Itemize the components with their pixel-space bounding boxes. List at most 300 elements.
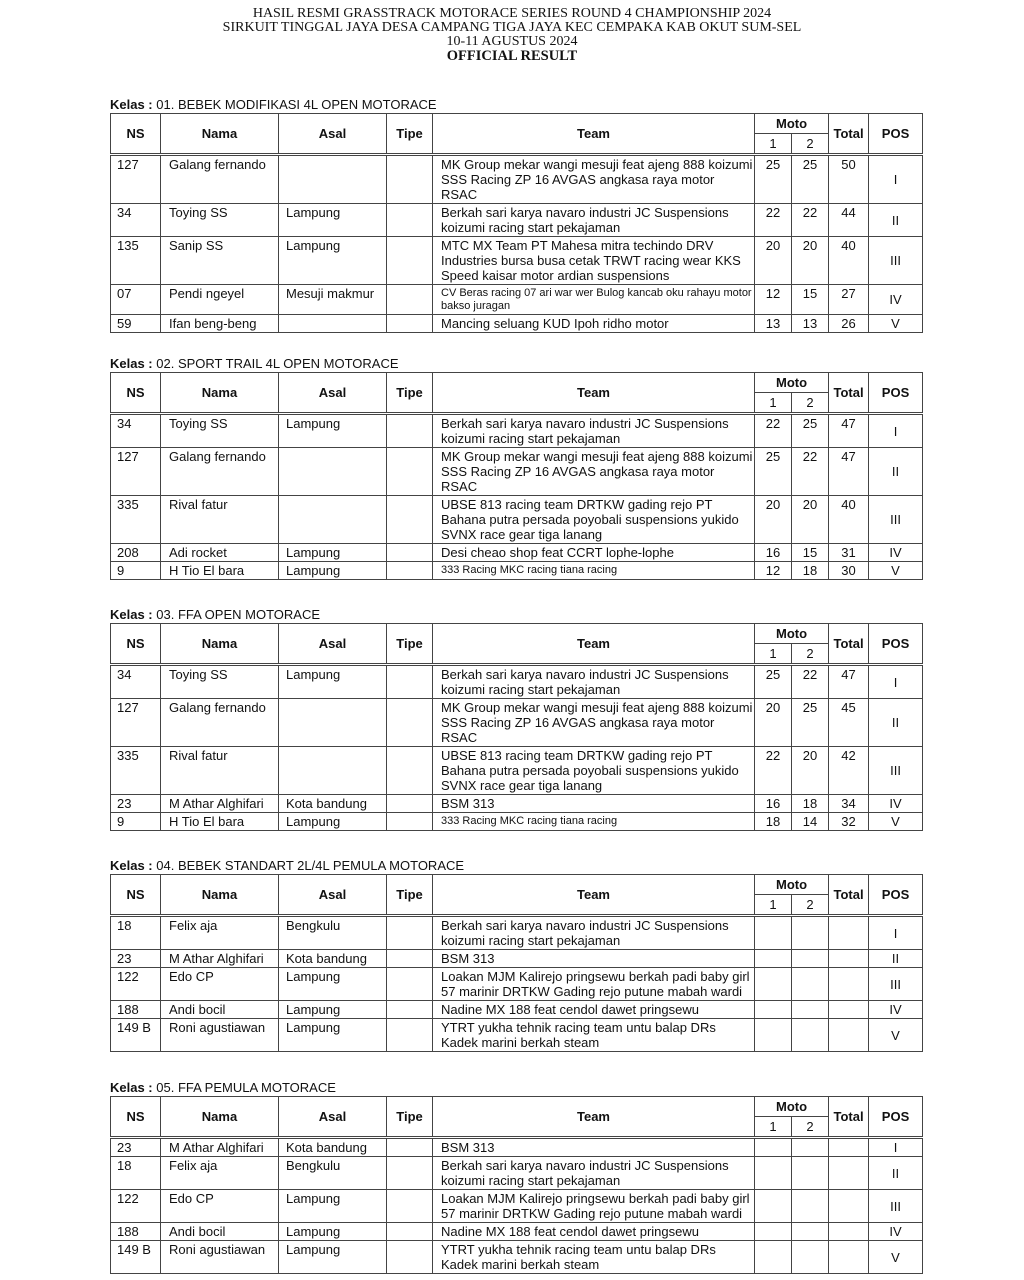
cell-tipe xyxy=(387,699,433,747)
header-ns: NS xyxy=(111,114,161,155)
cell-moto-1: 25 xyxy=(755,448,792,496)
cell-team: Berkah sari karya navaro industri JC Suspensions koizumi racing start pekajaman xyxy=(433,665,755,699)
class-label: Kelas : xyxy=(110,607,153,622)
cell-moto-1: 18 xyxy=(755,813,792,831)
header-nama: Nama xyxy=(161,624,279,665)
class-name: 04. BEBEK STANDART 2L/4L PEMULA MOTORACE xyxy=(156,858,465,873)
cell-nama: Edo CP xyxy=(161,968,279,1001)
circuit-location: SIRKUIT TINGGAL JAYA DESA CAMPANG TIGA JAYA KEC CEMPAKA KAB OKUT SUM-SEL xyxy=(222,20,802,35)
cell-total: 47 xyxy=(829,448,869,496)
class-heading xyxy=(110,97,922,113)
event-date: 10-11 AGUSTUS 2024 xyxy=(446,34,578,49)
cell-ns: 335 xyxy=(111,496,161,544)
cell-nama: Adi rocket xyxy=(161,544,279,562)
header-moto-2: 2 xyxy=(792,393,829,414)
header-tipe: Tipe xyxy=(387,1097,433,1138)
cell-moto-1: 20 xyxy=(755,496,792,544)
cell-asal: Lampung xyxy=(279,414,387,448)
cell-nama: Galang fernando xyxy=(161,699,279,747)
cell-ns: 07 xyxy=(111,285,161,315)
table-row xyxy=(111,562,923,580)
cell-tipe xyxy=(387,665,433,699)
table-row xyxy=(111,496,923,544)
header-moto-1: 1 xyxy=(755,393,792,414)
cell-total: 32 xyxy=(829,813,869,831)
cell-moto-2: 18 xyxy=(792,562,829,580)
table-row xyxy=(111,916,923,950)
cell-asal: Lampung xyxy=(279,1001,387,1019)
header-total: Total xyxy=(829,373,869,414)
header-ns: NS xyxy=(111,624,161,665)
header-pos: POS xyxy=(869,624,923,665)
cell-team: YTRT yukha tehnik racing team untu balap DRs Kadek marini berkah steam xyxy=(433,1241,755,1274)
cell-total: 47 xyxy=(829,414,869,448)
cell-moto-2: 20 xyxy=(792,747,829,795)
cell-total: 30 xyxy=(829,562,869,580)
cell-team: Nadine MX 188 feat cendol dawet pringsewu xyxy=(433,1223,755,1241)
cell-total xyxy=(829,1019,869,1052)
cell-ns: 34 xyxy=(111,414,161,448)
cell-moto-1 xyxy=(755,1157,792,1190)
cell-ns: 127 xyxy=(111,448,161,496)
cell-moto-2: 15 xyxy=(792,285,829,315)
cell-asal: Lampung xyxy=(279,1019,387,1052)
cell-nama: Rival fatur xyxy=(161,496,279,544)
cell-tipe xyxy=(387,562,433,580)
cell-total: 40 xyxy=(829,237,869,285)
header-nama: Nama xyxy=(161,1097,279,1138)
cell-ns: 149 B xyxy=(111,1241,161,1274)
cell-total xyxy=(829,916,869,950)
cell-moto-1: 22 xyxy=(755,204,792,237)
cell-moto-1 xyxy=(755,916,792,950)
header-moto-2: 2 xyxy=(792,134,829,155)
class-section xyxy=(110,1080,922,1274)
header-tipe: Tipe xyxy=(387,875,433,916)
cell-team: Berkah sari karya navaro industri JC Suspensions koizumi racing start pekajaman xyxy=(433,1157,755,1190)
cell-moto-1 xyxy=(755,950,792,968)
cell-ns: 23 xyxy=(111,950,161,968)
class-heading xyxy=(110,356,922,372)
cell-team: Desi cheao shop feat CCRT lophe-lophe xyxy=(433,544,755,562)
class-heading xyxy=(110,607,922,623)
cell-moto-1: 12 xyxy=(755,562,792,580)
table-row xyxy=(111,950,923,968)
cell-pos: IV xyxy=(869,285,923,315)
cell-ns: 335 xyxy=(111,747,161,795)
class-name: 05. FFA PEMULA MOTORACE xyxy=(156,1080,336,1095)
header-asal: Asal xyxy=(279,1097,387,1138)
cell-total xyxy=(829,1223,869,1241)
cell-moto-1: 25 xyxy=(755,665,792,699)
cell-asal: Lampung xyxy=(279,562,387,580)
cell-moto-2 xyxy=(792,1241,829,1274)
cell-tipe xyxy=(387,448,433,496)
cell-tipe xyxy=(387,414,433,448)
cell-team: Mancing seluang KUD Ipoh ridho motor xyxy=(433,315,755,333)
cell-moto-1: 12 xyxy=(755,285,792,315)
cell-moto-2: 22 xyxy=(792,204,829,237)
results-table xyxy=(110,372,923,580)
cell-total xyxy=(829,1138,869,1157)
cell-moto-2 xyxy=(792,1157,829,1190)
cell-nama: Felix aja xyxy=(161,916,279,950)
cell-ns: 122 xyxy=(111,1190,161,1223)
cell-asal: Lampung xyxy=(279,968,387,1001)
cell-team: MK Group mekar wangi mesuji feat ajeng 888 koizumi SSS Racing ZP 16 AVGAS angkasa raya motor RSAC xyxy=(433,155,755,204)
header-asal: Asal xyxy=(279,114,387,155)
cell-total: 26 xyxy=(829,315,869,333)
cell-pos: V xyxy=(869,315,923,333)
cell-moto-1: 13 xyxy=(755,315,792,333)
cell-moto-1 xyxy=(755,1019,792,1052)
cell-asal: Lampung xyxy=(279,1241,387,1274)
cell-pos: III xyxy=(869,747,923,795)
header-team: Team xyxy=(433,875,755,916)
cell-pos: II xyxy=(869,1157,923,1190)
cell-moto-2: 25 xyxy=(792,699,829,747)
header-moto-1: 1 xyxy=(755,1117,792,1138)
cell-team: UBSE 813 racing team DRTKW gading rejo PT Bahana putra persada poyobali suspensions yukido SVNX race gear tiga lanang xyxy=(433,496,755,544)
table-row xyxy=(111,1019,923,1052)
cell-team: Loakan MJM Kalirejo pringsewu berkah padi baby girl 57 marinir DRTKW Gading rejo putune mabah wardi xyxy=(433,1190,755,1223)
cell-total xyxy=(829,1001,869,1019)
cell-pos: I xyxy=(869,916,923,950)
header-nama: Nama xyxy=(161,373,279,414)
cell-moto-2: 20 xyxy=(792,496,829,544)
cell-total: 44 xyxy=(829,204,869,237)
cell-team: Loakan MJM Kalirejo pringsewu berkah padi baby girl 57 marinir DRTKW Gading rejo putune mabah wardi xyxy=(433,968,755,1001)
cell-asal xyxy=(279,155,387,204)
cell-moto-2: 22 xyxy=(792,448,829,496)
cell-moto-2: 25 xyxy=(792,155,829,204)
header-moto: Moto xyxy=(755,373,829,393)
cell-nama: Sanip SS xyxy=(161,237,279,285)
cell-ns: 127 xyxy=(111,155,161,204)
cell-tipe xyxy=(387,1001,433,1019)
cell-total: 31 xyxy=(829,544,869,562)
header-moto: Moto xyxy=(755,1097,829,1117)
cell-team: BSM 313 xyxy=(433,1138,755,1157)
cell-tipe xyxy=(387,237,433,285)
header-asal: Asal xyxy=(279,624,387,665)
header-tipe: Tipe xyxy=(387,624,433,665)
cell-tipe xyxy=(387,204,433,237)
cell-team: YTRT yukha tehnik racing team untu balap DRs Kadek marini berkah steam xyxy=(433,1019,755,1052)
cell-total: 45 xyxy=(829,699,869,747)
header-nama: Nama xyxy=(161,875,279,916)
cell-pos: I xyxy=(869,414,923,448)
cell-moto-2 xyxy=(792,916,829,950)
cell-asal xyxy=(279,699,387,747)
cell-nama: Galang fernando xyxy=(161,448,279,496)
header-tipe: Tipe xyxy=(387,373,433,414)
cell-nama: M Athar Alghifari xyxy=(161,795,279,813)
cell-pos: III xyxy=(869,237,923,285)
cell-ns: 23 xyxy=(111,795,161,813)
cell-asal xyxy=(279,747,387,795)
header-pos: POS xyxy=(869,114,923,155)
cell-moto-1 xyxy=(755,1223,792,1241)
cell-tipe xyxy=(387,1241,433,1274)
cell-pos: I xyxy=(869,665,923,699)
cell-ns: 34 xyxy=(111,665,161,699)
header-team: Team xyxy=(433,624,755,665)
cell-team: BSM 313 xyxy=(433,950,755,968)
cell-nama: Rival fatur xyxy=(161,747,279,795)
table-row xyxy=(111,1157,923,1190)
cell-moto-2 xyxy=(792,968,829,1001)
header-total: Total xyxy=(829,875,869,916)
cell-nama: Felix aja xyxy=(161,1157,279,1190)
cell-asal: Kota bandung xyxy=(279,1138,387,1157)
cell-team: Berkah sari karya navaro industri JC Suspensions koizumi racing start pekajaman xyxy=(433,204,755,237)
cell-team: MK Group mekar wangi mesuji feat ajeng 888 koizumi SSS Racing ZP 16 AVGAS angkasa raya motor RSAC xyxy=(433,699,755,747)
cell-team: Berkah sari karya navaro industri JC Suspensions koizumi racing start pekajaman xyxy=(433,916,755,950)
cell-pos: II xyxy=(869,448,923,496)
class-label: Kelas : xyxy=(110,1080,153,1095)
cell-moto-1 xyxy=(755,1138,792,1157)
cell-ns: 34 xyxy=(111,204,161,237)
cell-moto-2 xyxy=(792,1019,829,1052)
cell-ns: 188 xyxy=(111,1001,161,1019)
header-asal: Asal xyxy=(279,875,387,916)
class-section xyxy=(110,858,922,1052)
cell-moto-2 xyxy=(792,1138,829,1157)
cell-ns: 9 xyxy=(111,562,161,580)
cell-tipe xyxy=(387,1190,433,1223)
cell-total xyxy=(829,1157,869,1190)
header-moto: Moto xyxy=(755,875,829,895)
class-name: 01. BEBEK MODIFIKASI 4L OPEN MOTORACE xyxy=(156,97,437,112)
cell-ns: 23 xyxy=(111,1138,161,1157)
cell-team: MTC MX Team PT Mahesa mitra techindo DRV Industries bursa busa cetak TRWT racing wear KKS Speed kaisar motor ardian suspensions xyxy=(433,237,755,285)
cell-ns: 188 xyxy=(111,1223,161,1241)
cell-ns: 18 xyxy=(111,1157,161,1190)
cell-total: 50 xyxy=(829,155,869,204)
cell-pos: I xyxy=(869,1138,923,1157)
cell-ns: 149 B xyxy=(111,1019,161,1052)
cell-tipe xyxy=(387,795,433,813)
cell-asal: Bengkulu xyxy=(279,916,387,950)
table-row xyxy=(111,1138,923,1157)
class-name: 03. FFA OPEN MOTORACE xyxy=(156,607,321,622)
cell-tipe xyxy=(387,747,433,795)
class-section xyxy=(110,97,922,333)
cell-moto-1: 22 xyxy=(755,414,792,448)
cell-tipe xyxy=(387,285,433,315)
cell-asal: Lampung xyxy=(279,665,387,699)
cell-nama: H Tio El bara xyxy=(161,813,279,831)
cell-ns: 18 xyxy=(111,916,161,950)
cell-asal: Lampung xyxy=(279,1190,387,1223)
table-row xyxy=(111,795,923,813)
results-table xyxy=(110,1096,923,1274)
cell-ns: 122 xyxy=(111,968,161,1001)
header-moto-2: 2 xyxy=(792,895,829,916)
cell-moto-1: 25 xyxy=(755,155,792,204)
cell-nama: Andi bocil xyxy=(161,1223,279,1241)
cell-moto-2 xyxy=(792,950,829,968)
cell-team: UBSE 813 racing team DRTKW gading rejo PT Bahana putra persada poyobali suspensions yukido SVNX race gear tiga lanang xyxy=(433,747,755,795)
cell-moto-1: 16 xyxy=(755,795,792,813)
header-moto-2: 2 xyxy=(792,644,829,665)
cell-nama: Edo CP xyxy=(161,1190,279,1223)
cell-pos: I xyxy=(869,155,923,204)
cell-moto-1 xyxy=(755,1241,792,1274)
results-table xyxy=(110,623,923,831)
cell-nama: Toying SS xyxy=(161,665,279,699)
header-ns: NS xyxy=(111,1097,161,1138)
table-row xyxy=(111,414,923,448)
table-row xyxy=(111,1241,923,1274)
cell-asal: Lampung xyxy=(279,813,387,831)
cell-moto-2 xyxy=(792,1223,829,1241)
cell-nama: Roni agustiawan xyxy=(161,1019,279,1052)
cell-nama: H Tio El bara xyxy=(161,562,279,580)
cell-moto-2 xyxy=(792,1001,829,1019)
table-row xyxy=(111,1001,923,1019)
cell-total: 47 xyxy=(829,665,869,699)
header-tipe: Tipe xyxy=(387,114,433,155)
cell-tipe xyxy=(387,1019,433,1052)
header-total: Total xyxy=(829,1097,869,1138)
cell-pos: V xyxy=(869,1241,923,1274)
cell-asal: Lampung xyxy=(279,204,387,237)
cell-total: 34 xyxy=(829,795,869,813)
cell-pos: V xyxy=(869,562,923,580)
table-row xyxy=(111,747,923,795)
table-row xyxy=(111,315,923,333)
header-moto-1: 1 xyxy=(755,895,792,916)
table-row xyxy=(111,204,923,237)
cell-moto-2: 25 xyxy=(792,414,829,448)
cell-pos: IV xyxy=(869,1223,923,1241)
cell-tipe xyxy=(387,1157,433,1190)
class-heading xyxy=(110,1080,922,1096)
class-section xyxy=(110,607,922,831)
cell-moto-1: 22 xyxy=(755,747,792,795)
cell-nama: Pendi ngeyel xyxy=(161,285,279,315)
cell-pos: II xyxy=(869,699,923,747)
header-moto-1: 1 xyxy=(755,644,792,665)
table-row xyxy=(111,1223,923,1241)
header-ns: NS xyxy=(111,373,161,414)
cell-moto-2: 20 xyxy=(792,237,829,285)
cell-nama: Ifan beng-beng xyxy=(161,315,279,333)
cell-team: 333 Racing MKC racing tiana racing xyxy=(433,813,755,831)
cell-moto-1: 16 xyxy=(755,544,792,562)
cell-nama: Andi bocil xyxy=(161,1001,279,1019)
table-row xyxy=(111,968,923,1001)
cell-asal: Lampung xyxy=(279,237,387,285)
header-total: Total xyxy=(829,114,869,155)
table-row xyxy=(111,665,923,699)
cell-pos: V xyxy=(869,1019,923,1052)
cell-tipe xyxy=(387,968,433,1001)
cell-total: 40 xyxy=(829,496,869,544)
cell-nama: Roni agustiawan xyxy=(161,1241,279,1274)
header-pos: POS xyxy=(869,875,923,916)
cell-moto-2: 13 xyxy=(792,315,829,333)
cell-nama: M Athar Alghifari xyxy=(161,1138,279,1157)
cell-tipe xyxy=(387,1223,433,1241)
table-row xyxy=(111,285,923,315)
cell-asal: Mesuji makmur xyxy=(279,285,387,315)
cell-tipe xyxy=(387,544,433,562)
cell-nama: Galang fernando xyxy=(161,155,279,204)
cell-tipe xyxy=(387,813,433,831)
cell-pos: III xyxy=(869,496,923,544)
cell-tipe xyxy=(387,496,433,544)
cell-tipe xyxy=(387,950,433,968)
cell-team: 333 Racing MKC racing tiana racing xyxy=(433,562,755,580)
header-pos: POS xyxy=(869,373,923,414)
official-result-title: OFFICIAL RESULT xyxy=(446,48,578,64)
event-title: HASIL RESMI GRASSTRACK MOTORACE SERIES ROUND 4 CHAMPIONSHIP 2024 xyxy=(252,6,772,21)
header-team: Team xyxy=(433,373,755,414)
cell-asal: Kota bandung xyxy=(279,795,387,813)
header-nama: Nama xyxy=(161,114,279,155)
header-total: Total xyxy=(829,624,869,665)
cell-tipe xyxy=(387,315,433,333)
cell-pos: III xyxy=(869,1190,923,1223)
header-team: Team xyxy=(433,1097,755,1138)
cell-asal xyxy=(279,496,387,544)
class-label: Kelas : xyxy=(110,858,153,873)
cell-asal xyxy=(279,315,387,333)
table-row xyxy=(111,237,923,285)
cell-moto-2: 18 xyxy=(792,795,829,813)
class-label: Kelas : xyxy=(110,356,153,371)
header-moto-1: 1 xyxy=(755,134,792,155)
cell-team: CV Beras racing 07 ari war wer Bulog kancab oku rahayu motor bakso juragan xyxy=(433,285,755,315)
table-row xyxy=(111,544,923,562)
cell-ns: 59 xyxy=(111,315,161,333)
cell-tipe xyxy=(387,916,433,950)
cell-pos: II xyxy=(869,204,923,237)
document-header xyxy=(0,0,1024,63)
table-row xyxy=(111,448,923,496)
cell-team: MK Group mekar wangi mesuji feat ajeng 888 koizumi SSS Racing ZP 16 AVGAS angkasa raya motor RSAC xyxy=(433,448,755,496)
cell-moto-2: 22 xyxy=(792,665,829,699)
cell-moto-1 xyxy=(755,968,792,1001)
cell-team: BSM 313 xyxy=(433,795,755,813)
header-moto: Moto xyxy=(755,114,829,134)
cell-pos: V xyxy=(869,813,923,831)
cell-ns: 9 xyxy=(111,813,161,831)
cell-asal xyxy=(279,448,387,496)
cell-moto-1: 20 xyxy=(755,237,792,285)
cell-pos: III xyxy=(869,968,923,1001)
class-label: Kelas : xyxy=(110,97,153,112)
results-table xyxy=(110,874,923,1052)
cell-pos: IV xyxy=(869,795,923,813)
cell-pos: IV xyxy=(869,544,923,562)
cell-total xyxy=(829,1241,869,1274)
cell-team: Nadine MX 188 feat cendol dawet pringsewu xyxy=(433,1001,755,1019)
header-moto: Moto xyxy=(755,624,829,644)
cell-pos: II xyxy=(869,950,923,968)
cell-pos: IV xyxy=(869,1001,923,1019)
cell-asal: Lampung xyxy=(279,544,387,562)
cell-tipe xyxy=(387,1138,433,1157)
cell-nama: Toying SS xyxy=(161,204,279,237)
table-row xyxy=(111,1190,923,1223)
cell-tipe xyxy=(387,155,433,204)
header-team: Team xyxy=(433,114,755,155)
cell-total: 42 xyxy=(829,747,869,795)
